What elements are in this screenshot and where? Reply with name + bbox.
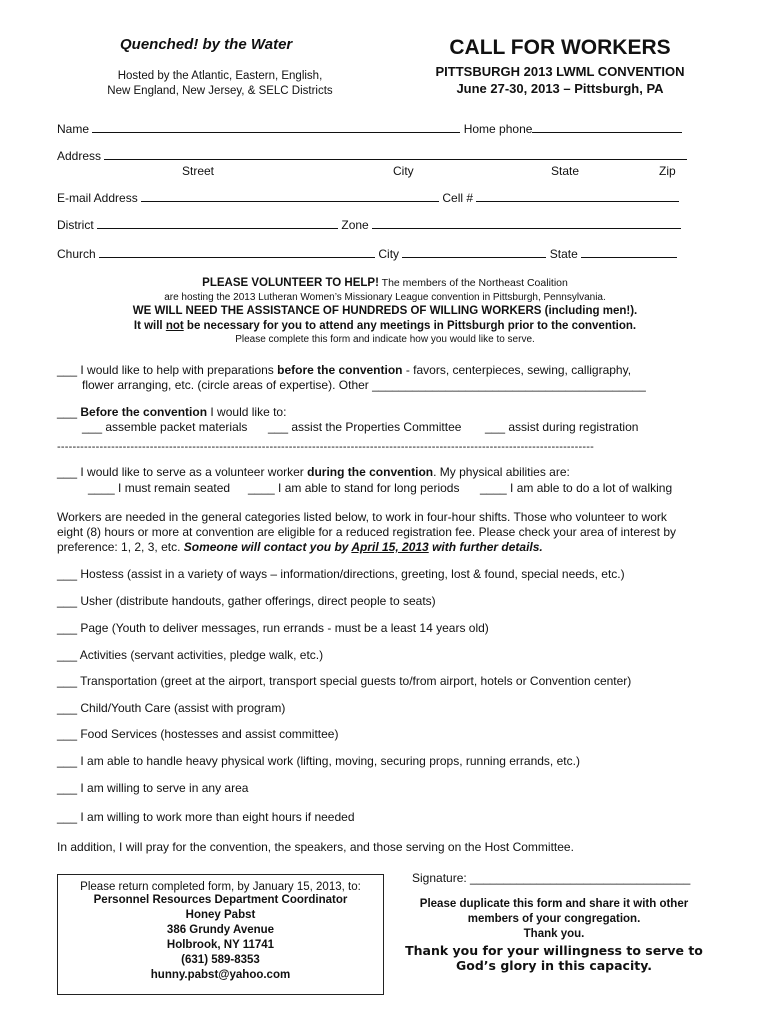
zone-field[interactable] [372,218,681,229]
name-label: Name [57,122,90,136]
address-field[interactable] [104,149,687,160]
category-any-area[interactable]: ___ I am willing to serve in any area [57,781,249,795]
intro-line-1 [0,277,770,289]
workers-line-3-a: preference: 1, 2, 3, etc. [57,540,184,554]
contact-date: April 15, 2013 [351,540,429,554]
category-usher[interactable]: ___ Usher (distribute handouts, gather offerings, direct people to seats) [57,594,436,608]
church-row [57,247,677,261]
name-row [57,122,682,136]
prep-help-text-a: ___ I would like to help with preparations [57,363,278,377]
registration-option[interactable]: ___ assist during registration [485,420,639,434]
address-row [57,149,687,163]
workers-line-2: eight (8) hours or more at convention are eligible for a reduced registration fee. Please check your area of interest by [57,525,677,539]
category-heavy-work[interactable]: ___ I am able to handle heavy physical work (lifting, moving, securing props, running errands, etc.) [57,754,580,768]
before-convention-bold: Before the convention [80,405,208,419]
return-line-3: Honey Pabst [185,909,256,921]
street-caption: Street [182,164,215,178]
convention-dates: June 27-30, 2013 – Pittsburgh, PA [456,81,664,96]
intro-line-4-b: be necessary for you to attend any meetings in Pittsburgh prior to the convention. [183,320,637,332]
closing-line-5: God’s glory in this capacity. [456,958,652,973]
intro-line-4-not: not [165,320,184,332]
prep-help-option[interactable] [57,363,631,377]
separator-line: ------------------------------------------------------------------------------------------------------------------------------------------- [57,441,594,453]
church-state-label: State [549,247,578,261]
stand-long-option[interactable]: ____ I am able to stand for long periods [248,481,460,495]
prep-help-line-2: flower arranging, etc. (circle areas of expertise). Other _________________________________________ [82,378,646,392]
city-caption: City [393,164,414,178]
intro-line-4 [0,320,770,332]
signature-field[interactable]: Signature: _________________________________ [412,871,691,885]
intro-text-1: The members of the Northeast Coalition [378,277,568,289]
category-transportation[interactable]: ___ Transportation (greet at the airport, transport special guests to/from airport, hotels or Convention center) [57,674,632,688]
email-field[interactable] [141,191,439,202]
before-convention-option[interactable] [57,405,286,419]
during-convention-option[interactable] [57,465,570,479]
zip-caption: Zip [659,164,676,178]
home-phone-field[interactable] [532,122,682,133]
category-child-care[interactable]: ___ Child/Youth Care (assist with program) [57,701,286,715]
return-line-4: 386 Grundy Avenue [166,924,275,936]
closing-line-4: Thank you for your willingness to serve to [405,943,703,958]
cell-label: Cell # [442,191,474,205]
intro-line-3: WE WILL NEED THE ASSISTANCE OF HUNDREDS OF WILLING WORKERS (including men!). [132,305,638,317]
cell-field[interactable] [476,191,679,202]
category-page[interactable]: ___ Page (Youth to deliver messages, run errands - must be a least 14 years old) [57,621,489,635]
return-email[interactable]: hunny.pabst@yahoo.com [150,969,291,981]
prep-help-text-b: - favors, centerpieces, sewing, calligraphy, [402,363,632,377]
church-field[interactable] [99,247,375,258]
church-state-field[interactable] [581,247,677,258]
name-field[interactable] [92,122,460,133]
district-field[interactable] [97,218,338,229]
category-food-services[interactable]: ___ Food Services (hostesses and assist committee) [57,727,339,741]
return-line-1: Please return completed form, by January 15, 2013, to: [80,881,361,893]
closing-line-3: Thank you. [523,928,585,940]
return-line-6: (631) 589-8353 [181,954,260,966]
zone-label: Zone [341,218,369,232]
district-row [57,218,681,232]
workers-line-1: Workers are needed in the general categories listed below, to work in four-hour shifts. Those who volunteer to work [57,510,667,524]
host-line-1: Hosted by the Atlantic, Eastern, English, [117,70,323,82]
closing-line-1: Please duplicate this form and share it with other [419,898,689,910]
host-line-2: New England, New Jersey, & SELC Districts [107,85,333,97]
church-label: Church [57,247,96,261]
state-caption: State [551,164,580,178]
email-row [57,191,679,205]
convention-name: PITTSBURGH 2013 LWML CONVENTION [435,64,685,79]
intro-line-5: Please complete this form and indicate how you would like to serve. [235,334,535,345]
category-extra-hours[interactable]: ___ I am willing to work more than eight hours if needed [57,810,355,824]
return-line-5: Holbrook, NY 11741 [166,939,275,951]
event-title: Quenched! by the Water [120,36,293,53]
walking-option[interactable]: ____ I am able to do a lot of walking [480,481,673,495]
page-title: CALL FOR WORKERS [449,36,671,59]
church-city-field[interactable] [402,247,546,258]
during-text-b: . My physical abilities are: [433,465,570,479]
before-convention-blank: ___ [57,405,81,419]
return-line-2: Personnel Resources Department Coordinator [93,894,348,906]
address-label: Address [57,149,102,163]
intro-line-4-a: It will [133,320,166,332]
properties-committee-option[interactable]: ___ assist the Properties Committee [268,420,462,434]
email-label: E-mail Address [57,191,138,205]
prep-help-bold: before the convention [277,363,403,377]
prayer-statement: In addition, I will pray for the convention, the speakers, and those serving on the Host Committee. [57,840,574,854]
return-address-box [57,874,384,995]
workers-contact-end: with further details. [428,540,543,554]
remain-seated-option[interactable]: ____ I must remain seated [88,481,231,495]
intro-line-2: are hosting the 2013 Lutheran Women’s Missionary League convention in Pittsburgh, Pennsylvania. [164,292,606,303]
home-phone-label: Home phone [463,122,533,136]
category-activities[interactable]: ___ Activities (servant activities, pledge walk, etc.) [57,648,324,662]
category-hostess[interactable]: ___ Hostess (assist in a variety of ways – information/directions, greeting, lost & found, special needs, etc.) [57,567,625,581]
volunteer-heading: PLEASE VOLUNTEER TO HELP! [202,277,379,289]
district-label: District [57,218,94,232]
during-text-a: ___ I would like to serve as a volunteer worker [57,465,308,479]
church-city-label: City [378,247,400,261]
workers-contact-text: Someone will contact you by [183,540,352,554]
workers-line-3 [57,540,543,554]
assemble-packets-option[interactable]: ___ assemble packet materials [82,420,248,434]
before-convention-text: I would like to: [207,405,287,419]
during-bold: during the convention [307,465,434,479]
closing-line-2: members of your congregation. [467,913,641,925]
